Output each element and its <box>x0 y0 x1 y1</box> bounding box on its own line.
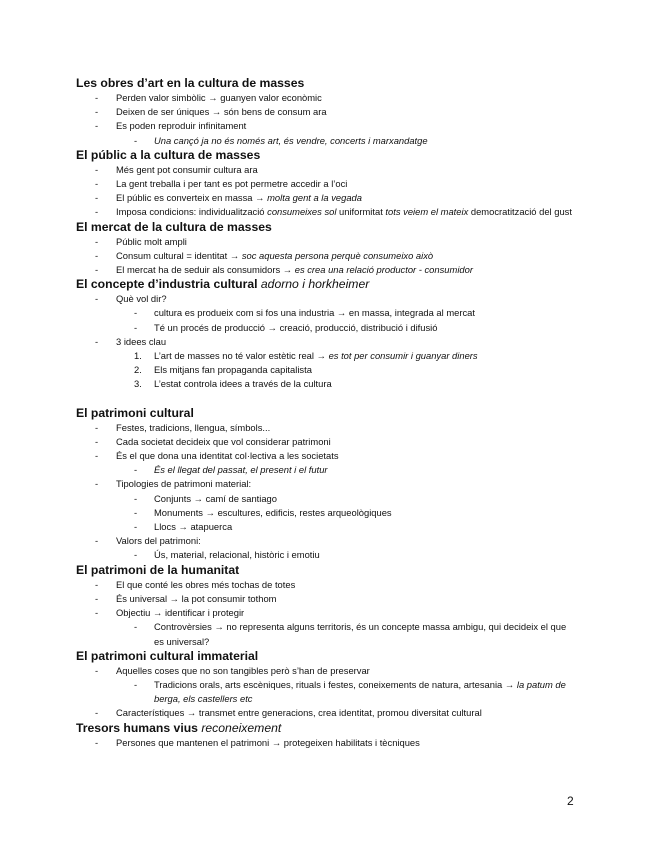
section-heading-text: El patrimoni cultural immaterial <box>76 648 259 663</box>
item-text: democratització del gust <box>468 206 572 218</box>
numbered-list-item <box>76 377 576 391</box>
item-text: Controvèrsies → no representa alguns territoris, és un concepte massa ambigu, qui decideix el que es universal? <box>154 621 567 647</box>
bullet-marker: - <box>134 464 138 476</box>
list-item <box>76 163 576 177</box>
item-text: Valors del patrimoni: <box>116 535 201 547</box>
list-item <box>76 421 576 435</box>
bullet-marker: - <box>95 120 99 132</box>
sub-list-item <box>76 321 576 335</box>
bullet-marker: - <box>95 106 99 118</box>
list-item <box>76 263 576 277</box>
section-heading <box>76 277 576 292</box>
item-text: És universal → la pot consumir tothom <box>116 592 277 604</box>
item-text: L’art de masses no té valor estètic real → <box>154 350 329 362</box>
bullet-marker: - <box>95 249 99 261</box>
item-text: Consum cultural = identitat → <box>116 249 242 261</box>
bullet-list <box>76 163 576 220</box>
item-text: El que conté les obres més tochas de totes <box>116 578 296 590</box>
list-item <box>76 592 576 606</box>
bullet-marker: - <box>134 307 138 319</box>
list-item <box>76 335 576 349</box>
italic-text: la patum de berga, els castellers etc <box>154 678 566 705</box>
bullet-marker: - <box>95 264 99 276</box>
list-item <box>76 91 576 105</box>
bullet-marker: - <box>95 178 99 190</box>
bullet-list <box>76 292 576 391</box>
bullet-marker: - <box>134 678 138 690</box>
bullet-marker: - <box>95 435 99 447</box>
bullet-list <box>76 235 576 278</box>
item-text: Conjunts → camí de santiago <box>154 492 277 504</box>
item-text: Cada societat decideix que vol considerar patrimoni <box>116 435 331 447</box>
section-heading-text: Tresors humans vius <box>76 720 198 735</box>
sub-list-item <box>76 492 576 506</box>
list-item <box>76 606 576 620</box>
section-heading-subtitle: adorno i horkheimer <box>260 277 370 292</box>
document-body <box>76 76 576 750</box>
item-text: La gent treballa i per tant es pot permetre accedir a l’oci <box>116 178 348 190</box>
bullet-marker: - <box>95 192 99 204</box>
section-heading-text: El concepte d’industria cultural <box>76 277 258 292</box>
bullet-marker: - <box>95 92 99 103</box>
item-text: Ús, material, relacional, històric i emotiu <box>154 549 320 561</box>
list-item <box>76 249 576 263</box>
sub-list-item <box>76 678 576 706</box>
bullet-marker: - <box>95 592 99 604</box>
section-heading <box>76 563 576 578</box>
italic-text: És el llegat del passat, el present i el futur <box>154 464 328 476</box>
italic-text: molta gent a la vegada <box>267 192 362 204</box>
item-text: Festes, tradicions, llengua, símbols... <box>116 421 271 433</box>
list-number: 1. <box>134 350 142 362</box>
sub-list-item <box>76 306 576 320</box>
item-text: Tipologies de patrimoni material: <box>116 478 252 490</box>
list-item <box>76 664 576 678</box>
item-text: Monuments → escultures, edificis, restes arqueològiques <box>154 506 392 518</box>
list-item <box>76 578 576 592</box>
item-text: Té un procés de producció → creació, producció, distribució i difusió <box>154 321 438 333</box>
bullet-list <box>76 664 576 721</box>
item-text: Més gent pot consumir cultura ara <box>116 163 258 175</box>
bullet-marker: - <box>95 293 99 305</box>
bullet-marker: - <box>95 736 99 748</box>
section-heading <box>76 406 576 421</box>
item-text: És el que dona una identitat col·lectiva a les societats <box>116 450 339 462</box>
item-text: El mercat ha de seduir als consumidors → <box>116 264 295 276</box>
bullet-marker: - <box>134 321 138 333</box>
bullet-marker: - <box>134 492 138 504</box>
list-number: 2. <box>134 364 142 376</box>
list-item <box>76 706 576 720</box>
item-text: Característiques → transmet entre generacions, crea identitat, promou diversitat cultural <box>116 707 482 719</box>
italic-text: es crea una relació productor - consumidor <box>294 264 473 276</box>
bullet-marker: - <box>95 163 99 175</box>
bullet-marker: - <box>95 450 99 462</box>
bullet-marker: - <box>95 478 99 490</box>
bullet-list <box>76 736 576 750</box>
list-item <box>76 477 576 491</box>
bullet-marker: - <box>134 506 138 518</box>
item-text: uniformitat <box>336 206 386 218</box>
page-number: 2 <box>567 794 574 808</box>
item-text: Aquelles coses que no son tangibles però s’han de preservar <box>116 664 370 676</box>
section-heading <box>76 721 576 736</box>
section-heading <box>76 148 576 163</box>
item-text: cultura es produeix com si fos una industria → en massa, integrada al mercat <box>154 307 475 319</box>
bullet-marker: - <box>95 578 99 590</box>
item-text: 3 idees clau <box>116 335 167 347</box>
section-heading-text: El mercat de la cultura de masses <box>76 219 272 234</box>
item-text: Imposa condicions: individualització <box>116 206 268 218</box>
item-text: Persones que mantenen el patrimoni → protegeixen habilitats i tècniques <box>116 736 420 748</box>
item-text: Públic molt ampli <box>116 235 187 247</box>
section-heading <box>76 649 576 664</box>
item-text: Deixen de ser úniques → són bens de consum ara <box>116 106 327 118</box>
numbered-list-item <box>76 349 576 363</box>
sub-list-item <box>76 548 576 562</box>
bullet-marker: - <box>134 134 138 146</box>
list-item <box>76 119 576 133</box>
section-heading <box>76 220 576 235</box>
section-heading-text: El patrimoni cultural <box>76 405 194 420</box>
sub-list-item <box>76 506 576 520</box>
numbered-list-item <box>76 363 576 377</box>
section-spacer <box>76 392 576 406</box>
item-text: Objectiu → identificar i protegir <box>116 607 245 619</box>
list-item <box>76 449 576 463</box>
bullet-marker: - <box>95 235 99 247</box>
bullet-list <box>76 91 576 148</box>
list-item <box>76 736 576 750</box>
sub-list-item <box>76 520 576 534</box>
italic-text: consumeixes sol <box>267 206 337 218</box>
section-heading-text: El públic a la cultura de masses <box>76 147 261 162</box>
bullet-marker: - <box>134 521 138 533</box>
bullet-marker: - <box>95 607 99 619</box>
item-text: L’estat controla idees a través de la cultura <box>154 378 332 390</box>
italic-text: Una cançó ja no és només art, és vendre, concerts i marxandatge <box>154 134 428 146</box>
list-item <box>76 205 576 219</box>
list-item <box>76 235 576 249</box>
bullet-marker: - <box>95 206 99 218</box>
bullet-list <box>76 421 576 563</box>
section-heading <box>76 76 576 91</box>
bullet-list <box>76 578 576 649</box>
sub-list-item <box>76 463 576 477</box>
bullet-marker: - <box>134 621 138 633</box>
bullet-marker: - <box>95 707 99 719</box>
item-text: Perden valor simbòlic → guanyen valor econòmic <box>116 92 322 103</box>
bullet-marker: - <box>95 421 99 433</box>
bullet-marker: - <box>95 664 99 676</box>
sub-list-item <box>76 620 576 648</box>
list-item <box>76 435 576 449</box>
section-heading-subtitle: reconeixement <box>201 720 282 735</box>
item-text: Es poden reproduir infinitament <box>116 120 247 132</box>
item-text: El públic es converteix en massa → <box>116 192 268 204</box>
bullet-marker: - <box>95 535 99 547</box>
list-item <box>76 191 576 205</box>
sub-list-item <box>76 134 576 148</box>
item-text: Tradicions orals, arts escèniques, rituals i festes, coneixements de natura, artesania → <box>154 678 517 690</box>
item-text: Els mitjans fan propaganda capitalista <box>154 364 312 376</box>
section-heading-text: Les obres d’art en la cultura de masses <box>76 76 305 90</box>
italic-text: soc aquesta persona perquè consumeixo això <box>241 249 434 261</box>
item-text: Què vol dir? <box>116 293 167 305</box>
bullet-marker: - <box>134 549 138 561</box>
section-heading-text: El patrimoni de la humanitat <box>76 562 240 577</box>
italic-text: tots veiem el mateix <box>385 206 469 218</box>
bullet-marker: - <box>95 335 99 347</box>
item-text: Llocs → atapuerca <box>154 521 233 533</box>
list-number: 3. <box>134 378 142 390</box>
list-item <box>76 292 576 306</box>
list-item <box>76 534 576 548</box>
list-item <box>76 105 576 119</box>
list-item <box>76 177 576 191</box>
italic-text: es tot per consumir i guanyar diners <box>328 350 478 362</box>
